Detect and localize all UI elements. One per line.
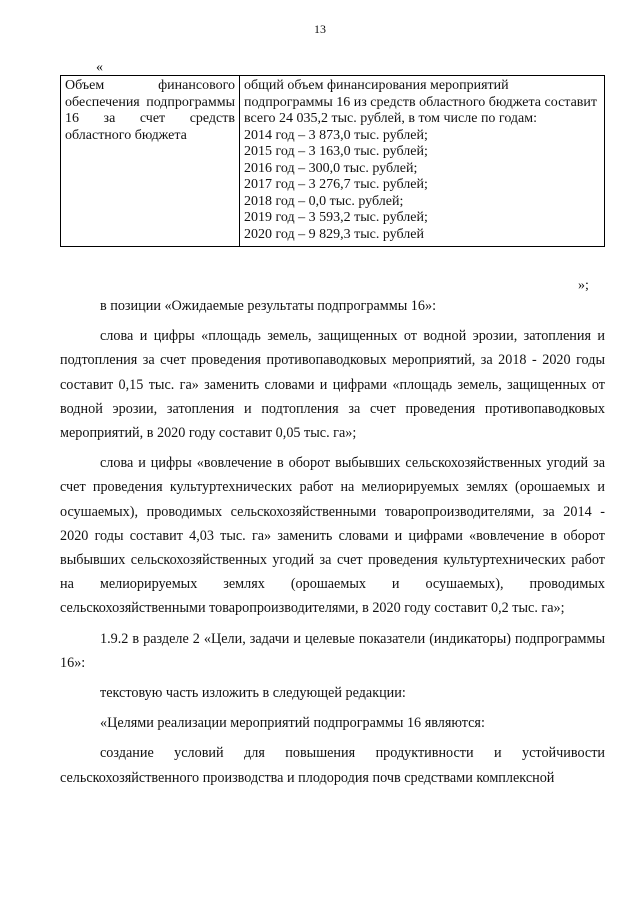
financing-year-2020: 2020 год – 9 829,3 тыс. рублей [244, 226, 424, 242]
paragraph-expected-results: в позиции «Ожидаемые результаты подпрограммы 16»: [100, 298, 437, 314]
financing-total-text: общий объем финансирования мероприятий подпрограммы 16 из средств областного бюджета составит всего 24 035,2 тыс. рублей, в том числе по годам: [244, 78, 598, 126]
financing-year-2018: 2018 год – 0,0 тыс. рублей; [244, 193, 404, 209]
table-row [61, 76, 605, 247]
table-close-quote: »; [578, 278, 589, 293]
financing-year-2015: 2015 год – 3 163,0 тыс. рублей; [244, 144, 428, 159]
financing-year-2016: 2016 год – 300,0 тыс. рублей; [244, 160, 418, 176]
paragraph-section-2: 1.9.2 в разделе 2 «Цели, задачи и целевые показатели (индикаторы) подпрограммы 16»: [60, 630, 605, 671]
financing-table [60, 75, 605, 247]
financing-year-2019: 2019 год – 3 593,2 тыс. рублей; [244, 210, 428, 225]
paragraph-text-part: текстовую часть изложить в следующей редакции: [100, 685, 406, 702]
table-label-cell: Объем финансового обеспечения подпрограммы 16 за счет средств областного бюджета [61, 76, 240, 247]
page-number: 13 [314, 22, 326, 36]
table-open-quote: « [96, 60, 103, 75]
body-text [60, 294, 605, 796]
financing-year-2014: 2014 год – 3 873,0 тыс. рублей; [244, 127, 428, 143]
paragraph-land-reclamation: слова и цифры «вовлечение в оборот выбывших сельскохозяйственных угодий за счет проведения культуртехнических работ на мелиорируемых землях (орошаемых и осушаемых), проводимых сельскохозяйственными товаропроизводителями, за 2014 - 2020 годы составит 4,03 тыс. га» заменить словами и цифрами «вовлечение в оборот выбывших сельскохозяйственных угодий за счет проведения культуртехнических работ на мелиорируемых землях (орошаемых и осушаемых), проводимых сельскохозяйственными товаропроизводителями, в 2020 году составит 0,2 тыс. га»; [60, 455, 605, 617]
paragraph-goal-creation: создание условий для повышения продуктивности и устойчивости сельскохозяйственного производства и плодородия почв средствами комплексной [60, 745, 605, 786]
financing-year-2017: 2017 год – 3 276,7 тыс. рублей; [244, 177, 428, 192]
paragraph-flood-protection: слова и цифры «площадь земель, защищенных от водной эрозии, затопления и подтопления за счет проведения противопаводковых мероприятий, за 2018 - 2020 годы составит 0,15 тыс. га» заменить словами и цифрами «площадь земель, защищенных от водной эрозии, затопления и подтопления за счет проведения противопаводковых мероприятий, в 2020 году составит 0,05 тыс. га»; [60, 328, 605, 442]
table-value-cell [240, 76, 605, 247]
paragraph-goals-intro: «Целями реализации мероприятий подпрограммы 16 являются: [100, 715, 485, 732]
